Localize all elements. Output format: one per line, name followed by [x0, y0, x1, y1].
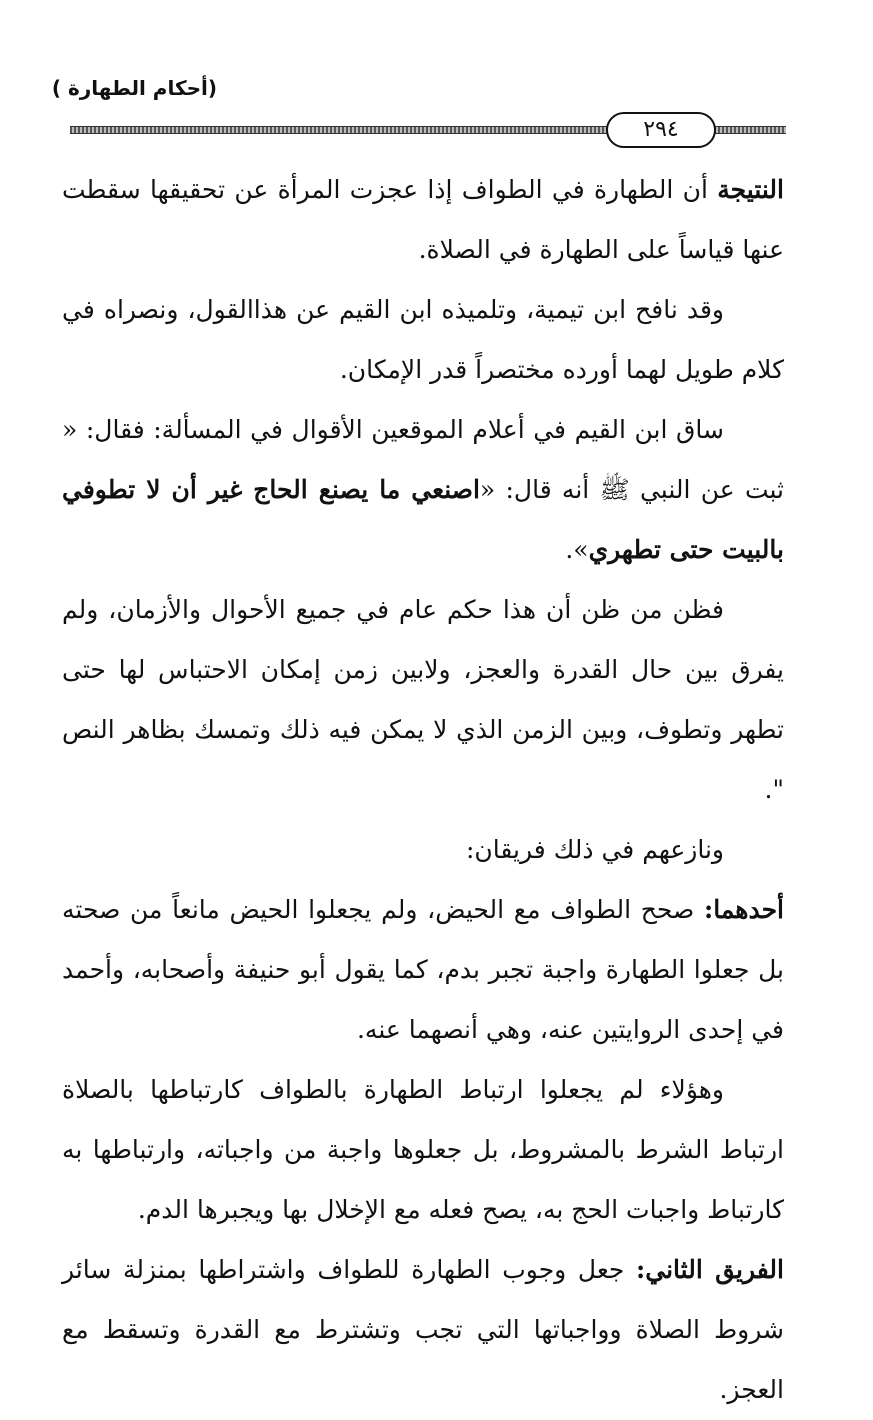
paragraph-text: ».	[565, 535, 589, 564]
paragraph-lead: الفريق الثاني:	[636, 1255, 784, 1284]
paragraph-text: صحح الطواف مع الحيض، ولم يجعلوا الحيض مانعاً من صحته بل جعلوا الطهارة واجبة تجبر بدم، كما يقول أبو حنيفة وأصحابه، وأحمد في إحدى الروايتين عنه، وهي أنصهما عنه.	[62, 895, 784, 1044]
paragraph-first-group	[62, 880, 784, 1060]
paragraph-text: أن الطهارة في الطواف إذا عجزت المرأة عن تحقيقها سقطت عنها قياساً على الطهارة في الصلاة.	[62, 175, 784, 264]
paragraph-result	[62, 160, 784, 280]
paragraph-text: ساق ابن القيم في أعلام الموقعين الأقوال في المسألة: فقال: « ثبت عن النبي ﷺ أنه قال: «	[62, 415, 785, 504]
paragraph-hadith-quote	[62, 400, 784, 580]
paragraph-text: وهؤلاء لم يجعلوا ارتباط الطهارة بالطواف كارتباطها بالصلاة ارتباط الشرط بالمشروط، بل جعلوها واجبة من واجباته، وارتباطها به كارتباط واجبات الحج به، يصح فعله مع الإخلال بها ويجبرها الدم.	[62, 1075, 784, 1224]
paragraph-text: وقد نافح ابن تيمية، وتلميذه ابن القيم عن هذاالقول، ونصراه في كلام طويل لهما أورده مختصراً قدر الإمكان.	[62, 295, 784, 384]
paragraph-second-group	[62, 1240, 784, 1420]
paragraph-text: جعل وجوب الطهارة للطواف واشتراطها بمنزلة سائر شروط الصلاة وواجباتها التي تجب وتشترط مع القدرة وتسقط مع العجز.	[62, 1255, 784, 1404]
hadith-quote: اصنعي ما يصنع الحاج غير أن لا تطوفي بالبيت حتى تطهري	[62, 475, 784, 564]
paragraph-lead: أحدهما:	[703, 895, 784, 924]
paragraph-text: فظن من ظن أن هذا حكم عام في جميع الأحوال والأزمان، ولم يفرق بين حال القدرة والعجز، ولابين زمن إمكان الاحتباس لها حتى تطهر وتطوف، وبين الزمن الذي لا يمكن فيه ذلك وتمسك بظاهر النص ".	[62, 595, 784, 804]
running-header-title: (أحكام الطهارة )	[51, 76, 217, 100]
paragraph-general-ruling	[62, 580, 784, 820]
paragraph-lead: النتيجة	[717, 175, 784, 204]
page-number: ٢٩٤	[606, 112, 716, 148]
paragraph-two-groups	[62, 820, 784, 880]
paragraph-text: ونازعهم في ذلك فريقان:	[466, 835, 724, 864]
paragraph-ibn-taymiyya	[62, 280, 784, 400]
paragraph-first-group-detail	[62, 1060, 784, 1240]
body-text	[62, 160, 784, 1420]
